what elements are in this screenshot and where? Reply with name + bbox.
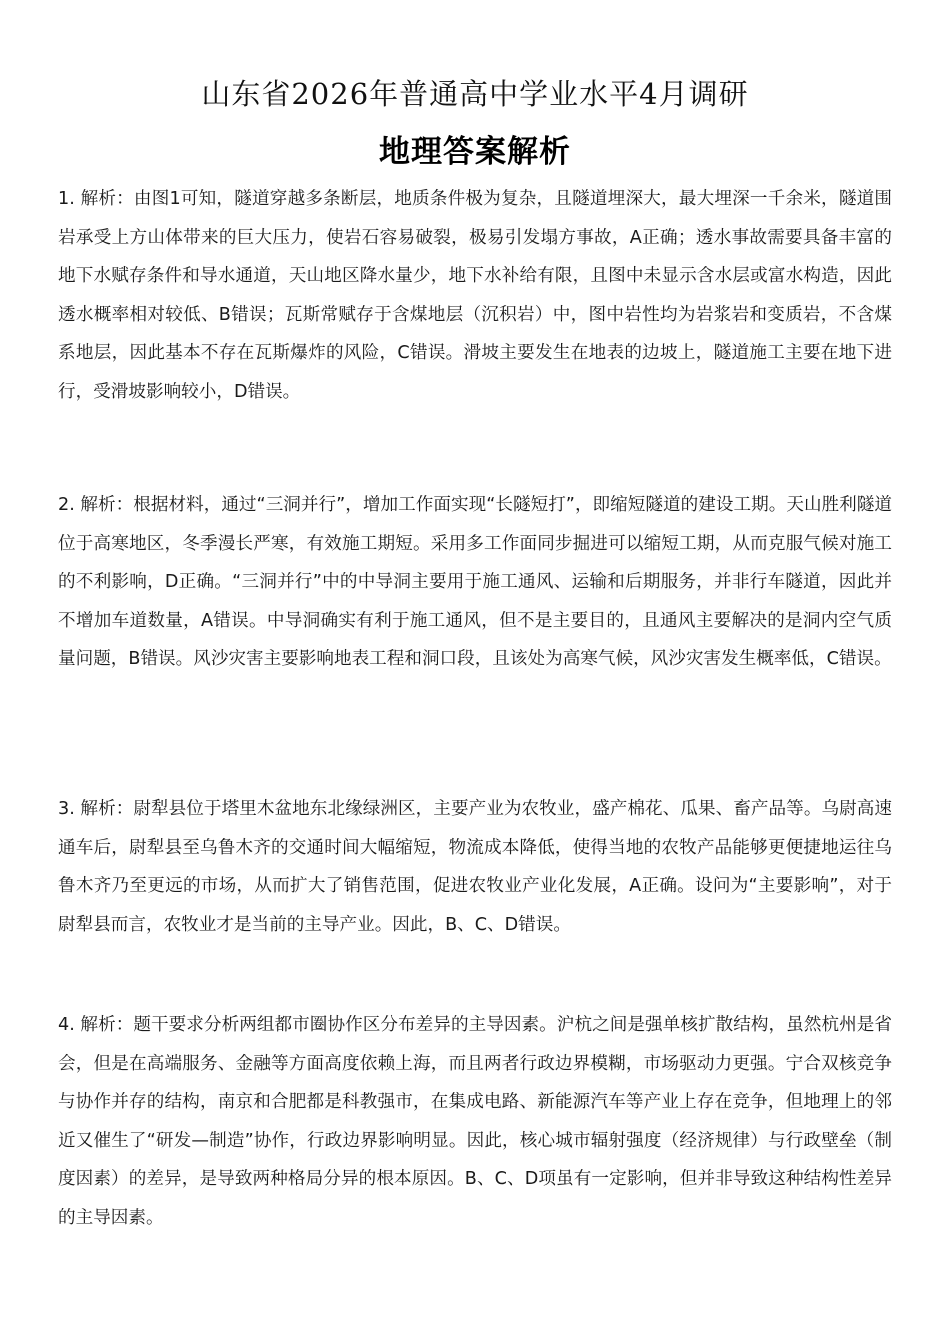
document-title: 山东省2026年普通高中学业水平4月调研 (201, 77, 749, 111)
document-subtitle: 地理答案解析 (379, 134, 571, 170)
answer-paragraph-3: 3. 解析：尉犁县位于塔里木盆地东北缘绿洲区，主要产业为农牧业，盛产棉花、瓜果、畜产品等。乌尉高速通车后，尉犁县至乌鲁木齐的交通时间大幅缩短，物流成本降低，使得当地的农牧产品能够更便捷地运往乌鲁木齐乃至更远的市场，从而扩大了销售范围，促进农牧业产业化发展，A正确。设问为“主要影响”，对于尉犁县而言，农牧业才是当前的主导产业。因此，B、C、D错误。 (58, 799, 892, 935)
answer-paragraph-4: 4. 解析：题干要求分析两组都市圈协作区分布差异的主导因素。沪杭之间是强单核扩散结构，虽然杭州是省会，但是在高端服务、金融等方面高度依赖上海，而且两者行政边界模糊，市场驱动力更强。宁合双核竞争与协作并存的结构，南京和合肥都是科教强市，在集成电路、新能源汽车等产业上存在竞争，但地理上的邻近又催生了“研发—制造”协作，行政边界影响明显。因此，核心城市辐射强度（经济规律）与行政壁垒（制度因素）的差异，是导致两种格局分异的根本原因。B、C、D项虽有一定影响，但并非导致这种结构性差异的主导因素。 (58, 1015, 892, 1228)
answer-paragraph-1: 1. 解析：由图1可知，隧道穿越多条断层，地质条件极为复杂，且隧道埋深大，最大埋深一千余米，隧道围岩承受上方山体带来的巨大压力，使岩石容易破裂，极易引发塌方事故，A正确；透水事故需要具备丰富的地下水赋存条件和导水通道，天山地区降水量少，地下水补给有限，且图中未显示含水层或富水构造，因此透水概率相对较低、B错误；瓦斯常赋存于含煤地层（沉积岩）中，图中岩性均为岩浆岩和变质岩，不含煤系地层，因此基本不存在瓦斯爆炸的风险，C错误。滑坡主要发生在地表的边坡上，隧道施工主要在地下进行，受滑坡影响较小，D错误。 (58, 189, 892, 402)
answer-paragraph-2: 2. 解析：根据材料，通过“三洞并行”，增加工作面实现“长隧短打”，即缩短隧道的建设工期。天山胜利隧道位于高寒地区，冬季漫长严寒，有效施工期短。采用多工作面同步掘进可以缩短工期，从而克服气候对施工的不利影响，D正确。“三洞并行”中的中导洞主要用于施工通风、运输和后期服务，并非行车隧道，因此并不增加车道数量，A错误。中导洞确实有利于施工通风，但不是主要目的，且通风主要解决的是洞内空气质量问题，B错误。风沙灾害主要影响地表工程和洞口段，且该处为高寒气候，风沙灾害发生概率低，C错误。 (58, 495, 892, 669)
